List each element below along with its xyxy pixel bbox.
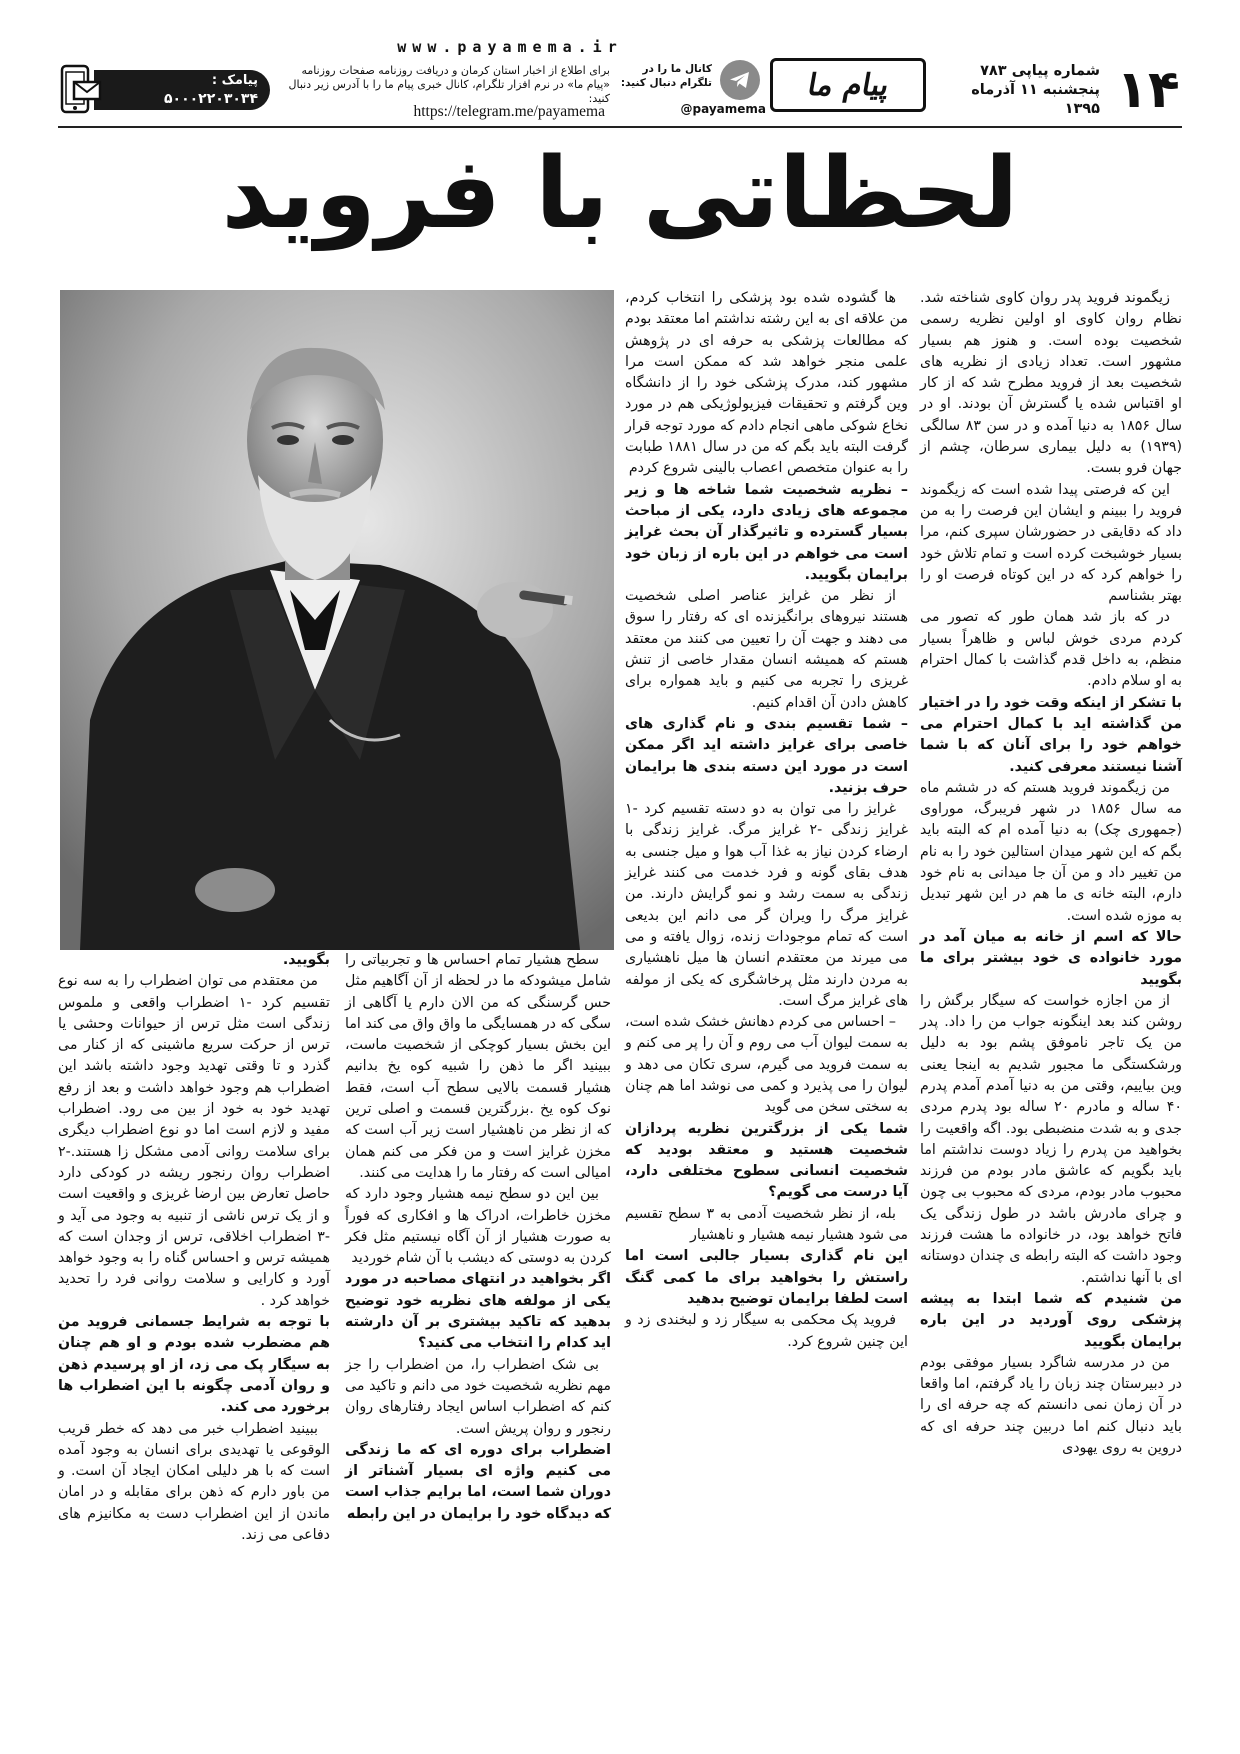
interview-question: با توجه به شرایط جسمانی فروید من هم مضطرب شده بودم و او هم چنان به سیگار پک می زد، از او پرسیدم ذهن و روان آدمی چگونه با این اضطراب ها برخورد می کند. [58,1314,330,1416]
article-paragraph: من معتقدم می توان اضطراب را به سه نوع تقسیم کرد -۱ اضطراب واقعی و ملموس زندگی است مثل ترس از حیوانات وحشی یا ترس از حرکت سریع ماشینی که از کنار می گذرد و تا وقتی تهدید وجود داشته باشد این اضطراب هم وجود خواهد داشت و بعد از رفع تهدید خود به خود از بین می رود. اضطراب مفید و لازم است اما دو نوع اضطراب دیگری برای سلامت روانی آدمی مشکل زا هستند.-۲ اضطراب روان رنجور ریشه در کودکی دارد حاصل تعارض بین ارضا غریزی و واقعیت است و از یک ترس ناشی از تنبیه به وجود می آید و -۳ اضطراب اخلاقی، ترس از وجدان است که همیشه ترس و احساس گناه را به وجود خواهد آورد و کارایی و سلامت روانی فرد را تحدید خواهد کرد . [58,973,330,1309]
newspaper-logo-text: پیام ما [804,67,892,103]
issue-info [940,62,1100,119]
page-number: ۱۴ [1116,60,1180,120]
issue-date: پنجشنبه ۱۱ آذرماه ۱۳۹۵ [971,82,1100,117]
interview-question: با تشکر از اینکه وقت خود را در اختیار من گذاشته اید با کمال احترام می خواهم خود را برای آنان که با شما آشنا نیستند معرفی کنید. [920,694,1182,775]
article-paragraph: ها گشوده شده بود پزشکی را انتخاب کردم، من علاقه ای به این رشته نداشتم اما معتقد بودم که مطالعات پزشکی به حرفه ای در پژوهش علمی منجر خواهد شد که ممکن است مرا مشهور کند، مدرک پزشکی خود را از دانشگاه وین گرفتم و تحقیقات فیزیولوژیکی هم در مورد نخاع شوکی ماهی انجام دادم که مورد توجه قرار گرفت البته باید بگم که من در سال ۱۸۸۱ طبابت را به عنوان متخصص اعصاب بالینی شروع کردم [625,290,908,477]
sms-banner [94,70,270,110]
article-column-4 [58,950,330,1546]
article-paragraph: سطح هشیار تمام احساس ها و تجربیاتی را شامل میشودکه ما در لحظه از آن آگاهیم مثل حس گرسنگی که من الان دارم یا آگاهی از سگی که در همسایگی ما واق واق می کند اما این بخش بسیار کوچکی از شخصیت ماست، ببینید اگر ما ذهن را شبیه کوه یخ بدانیم هشیار قسمت بالایی سطح آب است، فقط نوک کوه یخ .بزرگترین قسمت و اصلی ترین که از نظر من ناهشیار است زیر آب است که مخزن غرایز است و من فکر می کنم همان امیالی است که رفتار ما را هدایت می کنند. [345,952,611,1181]
telegram-link[interactable]: https://telegram.me/payamema [413,103,605,120]
interview-question: من شنیدم که شما ابتدا به پیشه پزشکی روی آوردید در این باره برایمان بگویید [920,1290,1182,1350]
interview-question: اضطراب برای دوره ای که ما زندگی می کنیم واژه ای بسیار آشناتر از دوران شما است، اما برایم جذاب است که دیدگاه خود را برایمان در این رابطه [345,1441,611,1522]
article-paragraph: زیگموند فروید پدر روان کاوی شناخته شد. نظام روان کاوی او اولین نظریه رسمی شخصیت بوده است. و هنوز هم بسیار مشهور است. تعداد زیادی از نظریه های شخصیت بعد از فروید مطرح شد که از کار او اقتباس شده یا گسترش آن بودند. او در سال ۱۸۵۶ به دنیا آمده و در سن ۸۳ سالگی (۱۹۳۹) به دلیل بیماری سرطان، چشم از جهان فرو بست. [920,290,1183,477]
article-paragraph: غرایز را می توان به دو دسته تقسیم کرد -۱ غرایز زندگی -۲ غرایز مرگ. غرایز زندگی با ارضاء کردن نیاز به غذا آب هوا و میل جنسی به هدف بقای گونه و فرد خدمت می کنند غرایز زندگی به سمت رشد و نمو گرایش دارند. من غرایز مرگ را ویران گر می دانم این بدیعی است که تمام موجودات زنده، زوال یافته و می می میرند من معتقدم انسان ها میل ناهشیاری به مردن دارند مثل پرخاشگری که یکی از مولفه های غرایز مرگ است. [625,801,908,1009]
article-paragraph: ببینید اضطراب خبر می دهد که خطر قریب الوقوعی یا تهدیدی برای انسان به وجود آمده است که با هر دلیلی امکان ایجاد آن است. و من باور دارم که ذهن برای مقابله و در امان ماندن از این اضطراب دست به مکانیزم های دفاعی می زند. [58,1420,330,1544]
article-paragraph: من در مدرسه شاگرد بسیار موفقی بودم در دبیرستان چند زبان را یاد گرفتم، اما واقعا در آن زمان نمی دانستم که چه حرفه ای را باید دنبال کنم اما دربین چند حرفه ای که دروین به روی یهودی [920,1354,1182,1457]
telegram-promo-text: کانال ما را در تلگرام دنبال کنید: [620,63,712,89]
interview-question: – شما تقسیم بندی و نام گذاری های خاصی برای غرایز داشته اید اگر ممکن است در مورد این دسته بندی ها برایمان حرف بزنید. [625,715,908,796]
interview-question: شما یکی از بزرگترین نظریه پردازان شخصیت هستید و معتقد بودید که شخصیت انسانی سطوح مختلفی دارد، آیا درست می گویم؟ [625,1120,908,1201]
article-title: لحظاتی با فروید [221,137,1019,251]
telegram-handle[interactable]: @payamema [680,102,766,116]
interview-question: حالا که اسم از خانه به میان آمد در مورد خانواده ی خود بیشتر برای ما بگویید [920,928,1182,988]
sms-label: پیامک : [211,73,258,88]
article-paragraph: در که باز شد همان طور که تصور می کردم مردی خوش لباس و ظاهراً بسیار منظم، به داخل قدم گذاشت با کمال احترام به او سلام دادم. [920,609,1182,690]
article-paragraph: – احساس می کردم دهانش خشک شده است، به سمت لیوان آب می روم و آن را پر می کنم و به سمت فروید می گیرم، سری تکان می دهد و لیوان را می پذیرد و کمی می نوشد اما هم چنان به سختی سخن می گوید [625,1014,908,1116]
site-url[interactable]: www.payamema.ir [397,38,623,56]
article-paragraph: بله، از نظر شخصیت آدمی به ۳ سطح تقسیم می شود هشیار نیمه هشیار و ناهشیار [625,1205,908,1244]
article-column-3 [345,950,611,1525]
article-paragraph: من زیگموند فروید هستم که در ششم ماه مه سال ۱۸۵۶ در شهر فریبرگ، موراوی (جمهوری چک) به دنیا آمده ام که البته باید بگم که این شهر میدان استالین خود را به نام من تغییر داد و من آن جا میدانی به نام خود دارم، البته خانه ی ما هم در این شهر تبدیل به موزه شده است. [920,779,1182,924]
phone-envelope-icon [58,64,104,114]
article-column-2 [625,288,908,1353]
article-paragraph: این که فرصتی پیدا شده است که زیگموند فروید را ببینم و ایشان این فرصت را به من داد که دقایقی در حضورشان سپری کنم، مرا بسیار خوشبخت کرده است و تمام تلاش خود را خواهم کرد که در این کوتاه فرصت او را بهتر بشناسم [920,481,1182,605]
sms-number[interactable]: ۵۰۰۰۲۲۰۳۰۳۴ [164,91,258,107]
article-paragraph: از من اجازه خواست که سیگار برگش را روشن کند بعد اینگونه جواب من را داد. پدر من یک تاجر ناموفق پشم بود به دلیل ورشکستگی ما مجبور شدیم به اینجا یعنی وین بیاییم، وقتی من به دنیا آمدم آمدم پدرم ۴۰ ساله و مادرم ۲۰ ساله بود پدرم مردی جدی و به شدت منضبطی بود. اگه واقعیت را بخواهید من پدرم را زیاد دوست نداشتم اما باید بگویم که عاشق مادر بودم من فرزند محبوب مادر بودم، مردی که محبوب بی چون و چرای مادرش باشد در طول زندگی یک فاتح خواهد بود، در خانواده ما هشت فرزند وجود داشت که البته رابطه ی چندان دوستانه ای با آنها نداشتم. [920,992,1182,1286]
interview-question: اگر بخواهید در انتهای مصاحبه در مورد یکی از مولفه های نظریه خود توضیح بدهید که تاکید بیشتری بر آن دارشته اید کدام را انتخاب می کنید؟ [345,1271,611,1352]
telegram-promo [610,60,766,116]
newspaper-logo [770,58,926,112]
article-column-1 [920,288,1182,1459]
interview-question: بگویید. [282,952,330,968]
article-paragraph: از نظر من غرایز عناصر اصلی شخصیت هستند نیروهای برانگیزنده ای که رفتار را سوق می دهند و جهت آن را تعیین می کنند من معتقد هستم که همیشه انسان مقدار خاصی از تنش غریزی را تجربه می کنیم و باید همواره برای کاهش دادن آن اقدام کنیم. [625,588,908,711]
article-paragraph: بی شک اضطراب را، من اضطراب را جز مهم نظریه شخصیت خود می دانم و تاکید می کنم که اضطراب اساس ایجاد رفتارهای روان رنجور و روان پریش است. [345,1356,611,1437]
paper-plane-icon [720,60,760,100]
interview-question: – نظریه شخصیت شما شاخه ها و زیر مجموعه های زیادی دارد، یکی از مباحث بسیار گسترده و تاثیرگذار آن بحث غرایز است می خواهم در این باره از زبان خود برایمان بگویید. [625,481,908,583]
telegram-info-text: برای اطلاع از اخبار استان کرمان و دریافت روزنامه صفحات روزنامه «پیام ما» در نرم افزار تلگرام، کانال خبری پیام ما را با آدرس زیر دنبال کنید: [288,64,610,105]
issue-number: شماره پیاپی ۷۸۳ [980,63,1100,79]
article-paragraph: فروید پک محکمی به سیگار زد و لبخندی زد و این چنین شروع کرد. [625,1312,908,1350]
freud-portrait-photo [60,290,614,950]
interview-question: این نام گذاری بسیار جالبی است اما راستش را بخواهید برای ما کمی گنگ است لطفا برایمان توضیح بدهید [625,1248,908,1307]
sms-promo [58,64,273,116]
article-paragraph: بین این دو سطح نیمه هشیار وجود دارد که مخزن خاطرات، ادراک ها و افکاری که فوراً به صورت هشیار از آن آگاه نیستیم مثل فکر کردن به دوستی که دیشب با آن شام خوردید [345,1186,611,1267]
